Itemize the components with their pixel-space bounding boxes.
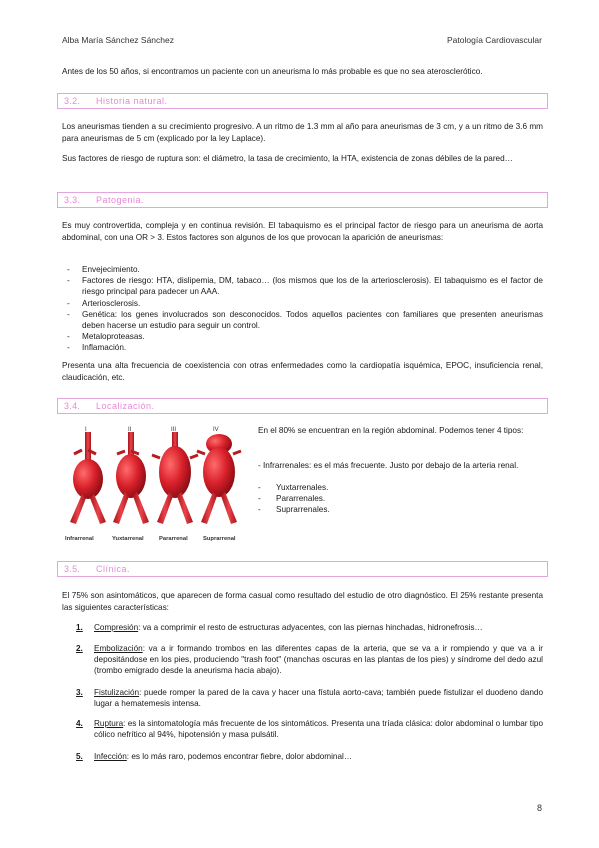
section-heading-historia (57, 93, 548, 109)
list-item: - Suprarrenales. (258, 504, 543, 515)
item-number: 3. (76, 688, 83, 697)
section-heading-clinica (57, 561, 548, 577)
aneurysm-type-4 (197, 434, 241, 524)
aneurysm-type-3 (152, 432, 198, 524)
item-text: : va a ir formando trombos en las diferentes capas de la arteria, que se va a ir rompiendo y que va a ir depositándose en los pies, produciendo "trash foot" (manchas oscuras en las plantas de los pies) y síndrome del dedo azul (trombo emigrado desde la aneurisma hacia abajo). (94, 644, 543, 676)
aneurysm-illustration (62, 424, 252, 542)
patogenia-paragraph-2: Presenta una alta frecuencia de coexistencia con otras enfermedades como la cardiopatía isquémica, EPOC, insuficiencia renal, claudicación, etc. (62, 361, 543, 382)
list-item: - Inflamación. (62, 342, 543, 353)
type-numeral: III (171, 427, 177, 433)
aneurysm-type-1 (70, 432, 106, 524)
section-title: Clínica. (96, 564, 131, 574)
localizacion-type-list (258, 482, 543, 516)
historia-paragraph-2: Sus factores de riesgo de ruptura son: el diámetro, la tasa de crecimiento, la HTA, existencia de zonas débiles de la pared… (62, 154, 513, 163)
clinica-paragraph-1: El 75% son asintomáticos, que aparecen de forma casual como resultado del estudio de otro diagnóstico. El 25% restante presenta las siguientes características: (62, 591, 543, 612)
type-label: Yuxtarrenal (112, 536, 144, 542)
item-term: Compresión (94, 623, 139, 632)
list-item: - Metaloproteasas. (62, 331, 543, 342)
patogenia-paragraph-1: Es muy controvertida, compleja y en continua revisión. El tabaquismo es el principal factor de riesgo para un aneurisma de aorta abdominal, con una OR > 3. Estos factores son algunos de los que provocan la aparición de aneurismas: (62, 221, 543, 242)
item-number: 2. (76, 644, 83, 653)
clinica-item (76, 622, 543, 633)
item-term: Fistulización (94, 688, 140, 697)
type-label: Pararrenal (159, 536, 188, 542)
page-number: 8 (536, 803, 542, 813)
list-item: - Factores de riesgo: HTA, dislipemia, DM, tabaco… (los mismos que los de la arteriosclerosis). El tabaquismo es el factor de riesgo principal para padecer un AAA. (62, 275, 543, 297)
localizacion-paragraph-2: - Infrarrenales: es el más frecuente. Justo por debajo de la arteria renal. (258, 461, 519, 470)
item-term: Embolización (94, 644, 143, 653)
list-item: - Arteriosclerosis. (62, 298, 543, 309)
section-title: Patogenia. (96, 195, 145, 205)
item-number: 1. (76, 623, 83, 632)
clinica-item (76, 687, 543, 709)
aneurysm-types-figure (62, 424, 252, 542)
item-text: : es lo más raro, podemos encontrar fiebre, dolor abdominal… (126, 752, 353, 761)
localizacion-paragraph-1: En el 80% se encuentran en la región abdominal. Podemos tener 4 tipos: (258, 426, 524, 435)
item-term: Ruptura (94, 719, 124, 728)
header-author: Alba María Sánchez Sánchez (62, 35, 174, 45)
type-label: Suprarrenal (203, 536, 236, 542)
historia-paragraph-1: Los aneurismas tienden a su crecimiento progresivo. A un ritmo de 1.3 mm al año para aneurismas de 3 cm, y a un ritmo de 3.6 mm para aneurismas de 5 cm (explicado por la ley Laplace). (62, 122, 543, 143)
section-number: 3.5. (64, 564, 81, 574)
section-number: 3.4. (64, 401, 81, 411)
section-number: 3.3. (64, 195, 81, 205)
header-subject: Patología Cardiovascular (447, 35, 542, 45)
item-text: : puede romper la pared de la cava y hacer una fístula aorto-cava; también puede fistulizar el duodeno dando lugar a hematemesis intensa. (94, 688, 543, 709)
item-number: 4. (76, 719, 83, 728)
list-item: - Pararrenales. (258, 493, 543, 504)
item-term: Infección (94, 752, 127, 761)
aneurysm-type-2 (113, 432, 149, 524)
item-number: 5. (76, 752, 83, 761)
type-numeral: IV (213, 427, 219, 433)
type-numeral: II (128, 427, 132, 433)
item-text: : es la sintomatología más frecuente de los sintomáticos. Presenta una tríada clásica: dolor abdominal o lumbar tipo cólico nefrítico al 94%, hipotensión y masa pulsátil. (94, 719, 543, 740)
section-heading-localizacion (57, 398, 548, 414)
section-title: Historia natural. (96, 96, 168, 106)
list-item: - Yuxtarrenales. (258, 482, 543, 493)
clinica-item (76, 643, 543, 677)
intro-paragraph: Antes de los 50 años, si encontramos un paciente con un aneurisma lo más probable es que no sea aterosclerótico. (62, 67, 483, 76)
item-text: : va a comprimir el resto de estructuras adyacentes, con las piernas hinchadas, hidronefrosis… (138, 623, 483, 632)
list-item: - Genética: los genes involucrados son desconocidos. Todos aquellos pacientes con familiares que presenten aneurismas deben hacerse un estudio para seguir un control. (62, 309, 543, 331)
patogenia-factor-list (62, 264, 543, 354)
section-number: 3.2. (64, 96, 81, 106)
type-label: Infrarrenal (65, 536, 94, 542)
clinica-item (76, 751, 543, 762)
list-item: - Envejecimiento. (62, 264, 543, 275)
section-heading-patogenia (57, 192, 548, 208)
type-numeral: I (85, 427, 87, 433)
clinica-item (76, 718, 543, 740)
section-title: Localización. (96, 401, 155, 411)
